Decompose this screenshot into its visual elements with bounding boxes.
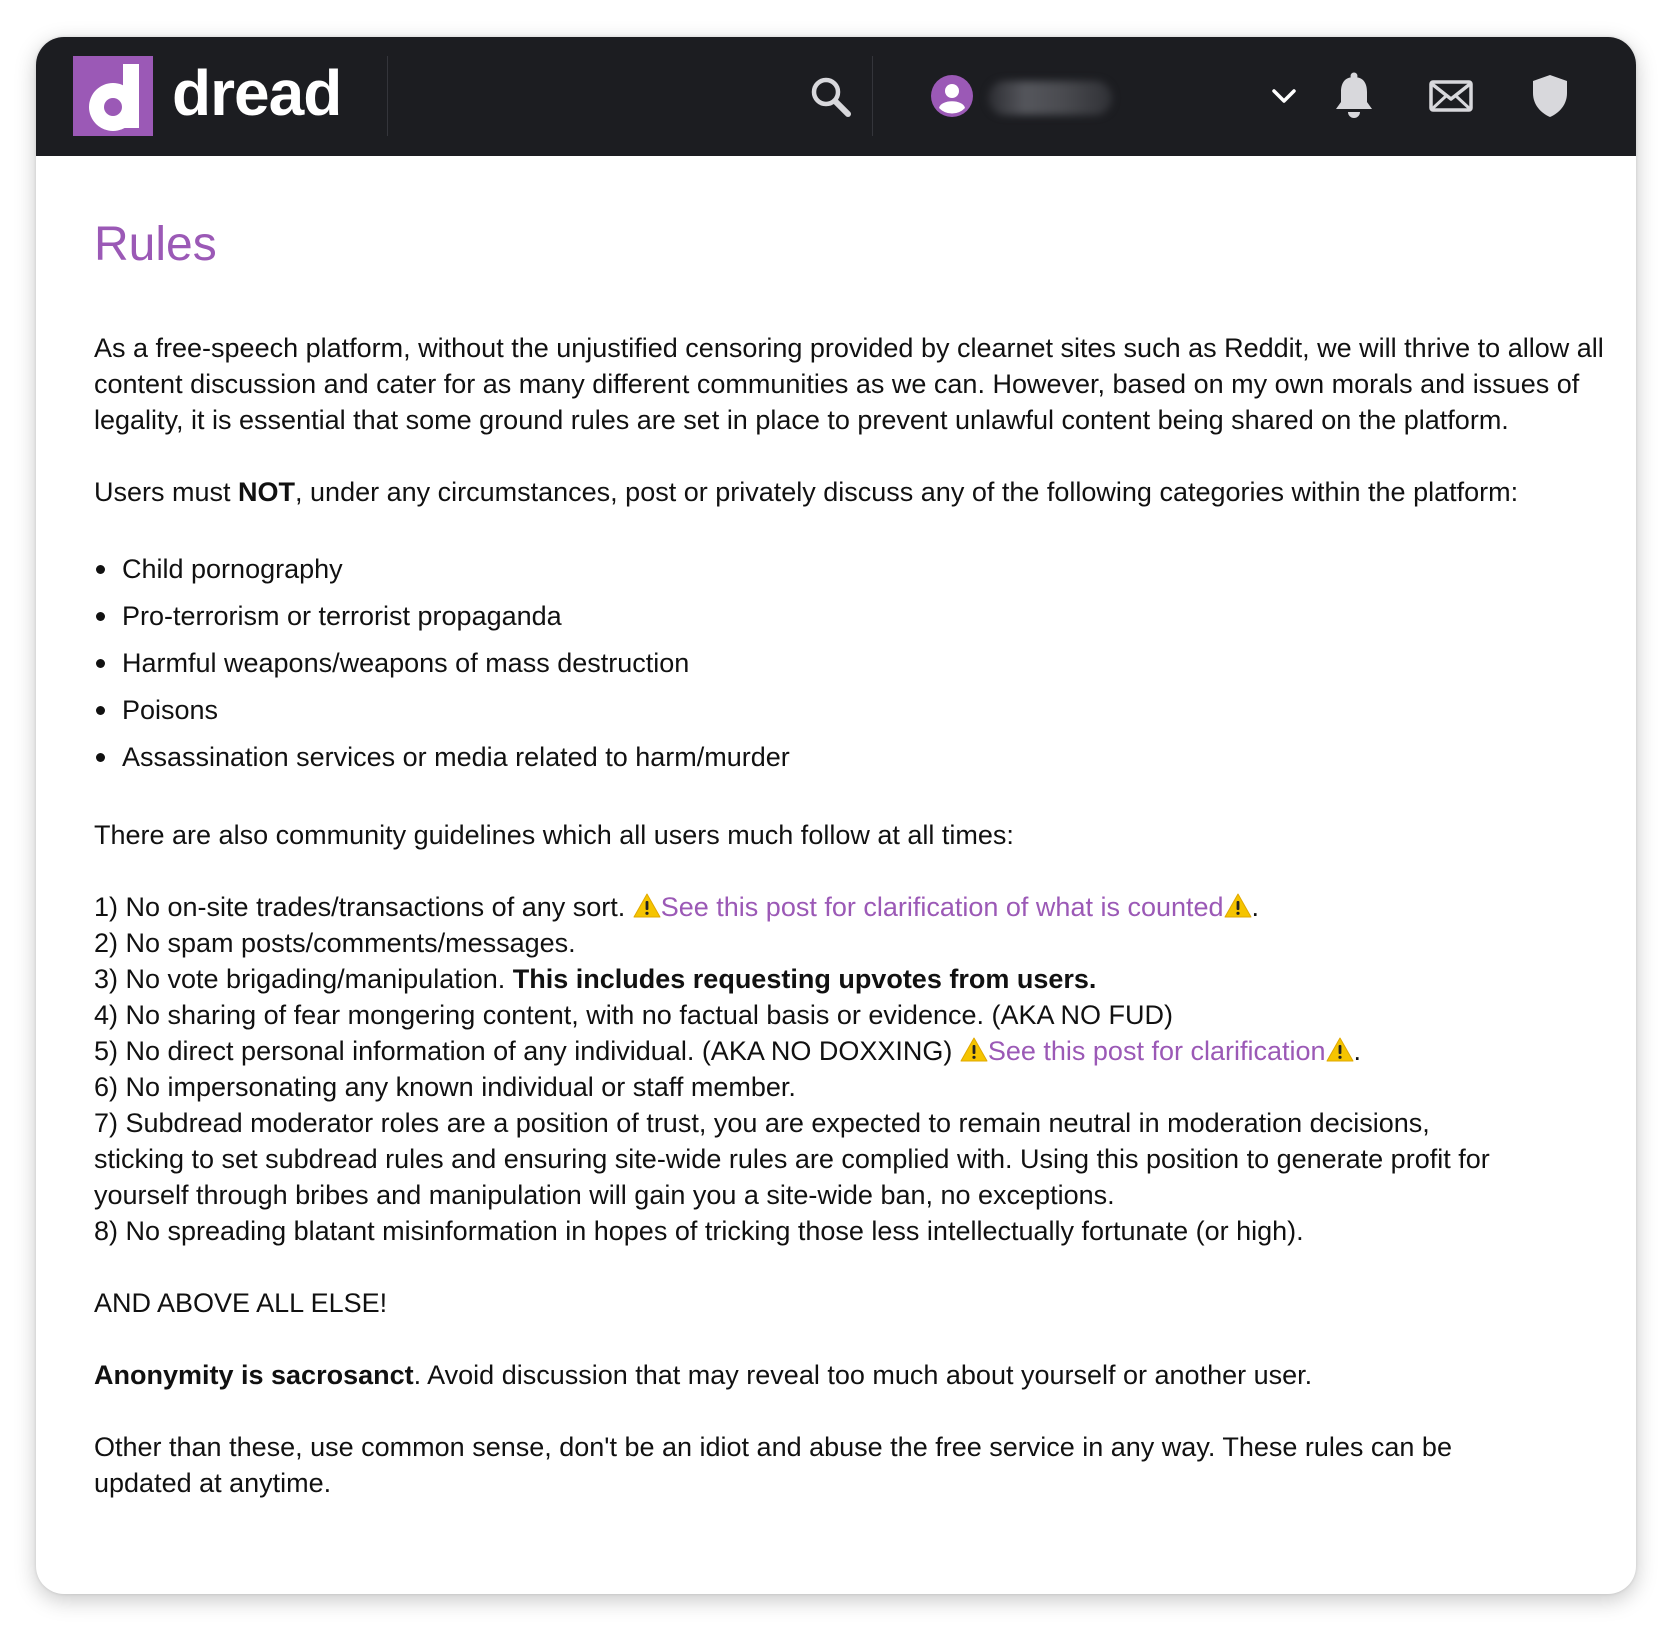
list-item: Child pornography: [94, 546, 1604, 593]
warning-icon: [960, 1037, 988, 1063]
warning-icon: [1326, 1037, 1354, 1063]
bullet-icon: [96, 706, 105, 715]
guidelines-intro: There are also community guidelines which all users much follow at all times:: [94, 820, 1014, 850]
intro-paragraph: As a free-speech platform, without the unjustified censoring provided by clearnet sites such as Reddit, we will thrive to allow all content discussion and cater for as many different communities as we can. However, based on my own morals and issues of legality, it is essential that some ground rules are set in place to prevent unlawful content being shared on the platform.: [94, 333, 1604, 435]
banned-categories-list: [94, 546, 1604, 781]
rule-6: 6) No impersonating any known individual or staff member.: [94, 1072, 796, 1102]
rule-7-line-2: sticking to set subdread rules and ensuring site-wide rules are complied with. Using this position to generate profit for: [94, 1144, 1490, 1174]
dread-logo-icon[interactable]: [73, 56, 153, 136]
bullet-icon: [96, 753, 105, 762]
shield-icon[interactable]: [1530, 73, 1570, 119]
list-item: Assassination services or media related to harm/murder: [94, 734, 1604, 781]
chevron-down-icon[interactable]: [1269, 83, 1299, 109]
list-item: Poisons: [94, 687, 1604, 734]
must-not-emphasis: NOT: [238, 477, 296, 507]
nav-divider: [387, 56, 388, 136]
nav-divider: [872, 56, 873, 136]
closing-paragraph: Other than these, use common sense, don't be an idiot and abuse the free service in any way. These rules can be updated at anytime.: [94, 1432, 1452, 1498]
warning-icon: [633, 893, 661, 919]
rule-1: 1) No on-site trades/transactions of any sort. See this post for clarification of what is counted .: [94, 892, 1260, 922]
browser-window: [36, 37, 1636, 1594]
warning-icon: [1224, 893, 1252, 919]
anonymity-emphasis: Anonymity is sacrosanct: [94, 1360, 414, 1390]
mail-icon[interactable]: [1428, 79, 1474, 113]
bell-icon[interactable]: [1332, 71, 1376, 119]
bullet-icon: [96, 659, 105, 668]
search-icon[interactable]: [809, 75, 853, 119]
top-navbar: [36, 37, 1636, 156]
list-item: Harmful weapons/weapons of mass destruction: [94, 640, 1604, 687]
user-avatar-icon[interactable]: [931, 75, 973, 117]
bullet-icon: [96, 565, 105, 574]
rule-5: 5) No direct personal information of any individual. (AKA NO DOXXING) See this post for clarification .: [94, 1036, 1362, 1066]
community-guidelines: [94, 889, 1604, 1249]
must-not-paragraph: Users must NOT, under any circumstances, post or privately discuss any of the following categories within the platform:: [94, 477, 1519, 507]
rule-4: 4) No sharing of fear mongering content, with no factual basis or evidence. (AKA NO FUD): [94, 1000, 1174, 1030]
clarification-link-doxxing[interactable]: See this post for clarification: [987, 1036, 1326, 1066]
page-title: Rules: [94, 218, 217, 271]
rule-2: 2) No spam posts/comments/messages.: [94, 928, 576, 958]
above-all-heading: AND ABOVE ALL ELSE!: [94, 1288, 388, 1318]
anonymity-paragraph: Anonymity is sacrosanct. Avoid discussion that may reveal too much about yourself or another user.: [94, 1360, 1313, 1390]
clarification-link-trades[interactable]: See this post for clarification of what is counted: [660, 892, 1224, 922]
site-logo-text[interactable]: dread: [172, 57, 342, 129]
rule-7-line-1: 7) Subdread moderator roles are a position of trust, you are expected to remain neutral in moderation decisions,: [94, 1108, 1430, 1138]
list-item: Pro-terrorism or terrorist propaganda: [94, 593, 1604, 640]
rule-3: 3) No vote brigading/manipulation. This includes requesting upvotes from users.: [94, 964, 1097, 994]
username-redacted[interactable]: [988, 81, 1112, 115]
rules-content: [94, 217, 1604, 1537]
rule-7-line-3: yourself through bribes and manipulation will gain you a site-wide ban, no exceptions.: [94, 1180, 1115, 1210]
rule-8: 8) No spreading blatant misinformation in hopes of tricking those less intellectually fortunate (or high).: [94, 1216, 1304, 1246]
bullet-icon: [96, 612, 105, 621]
